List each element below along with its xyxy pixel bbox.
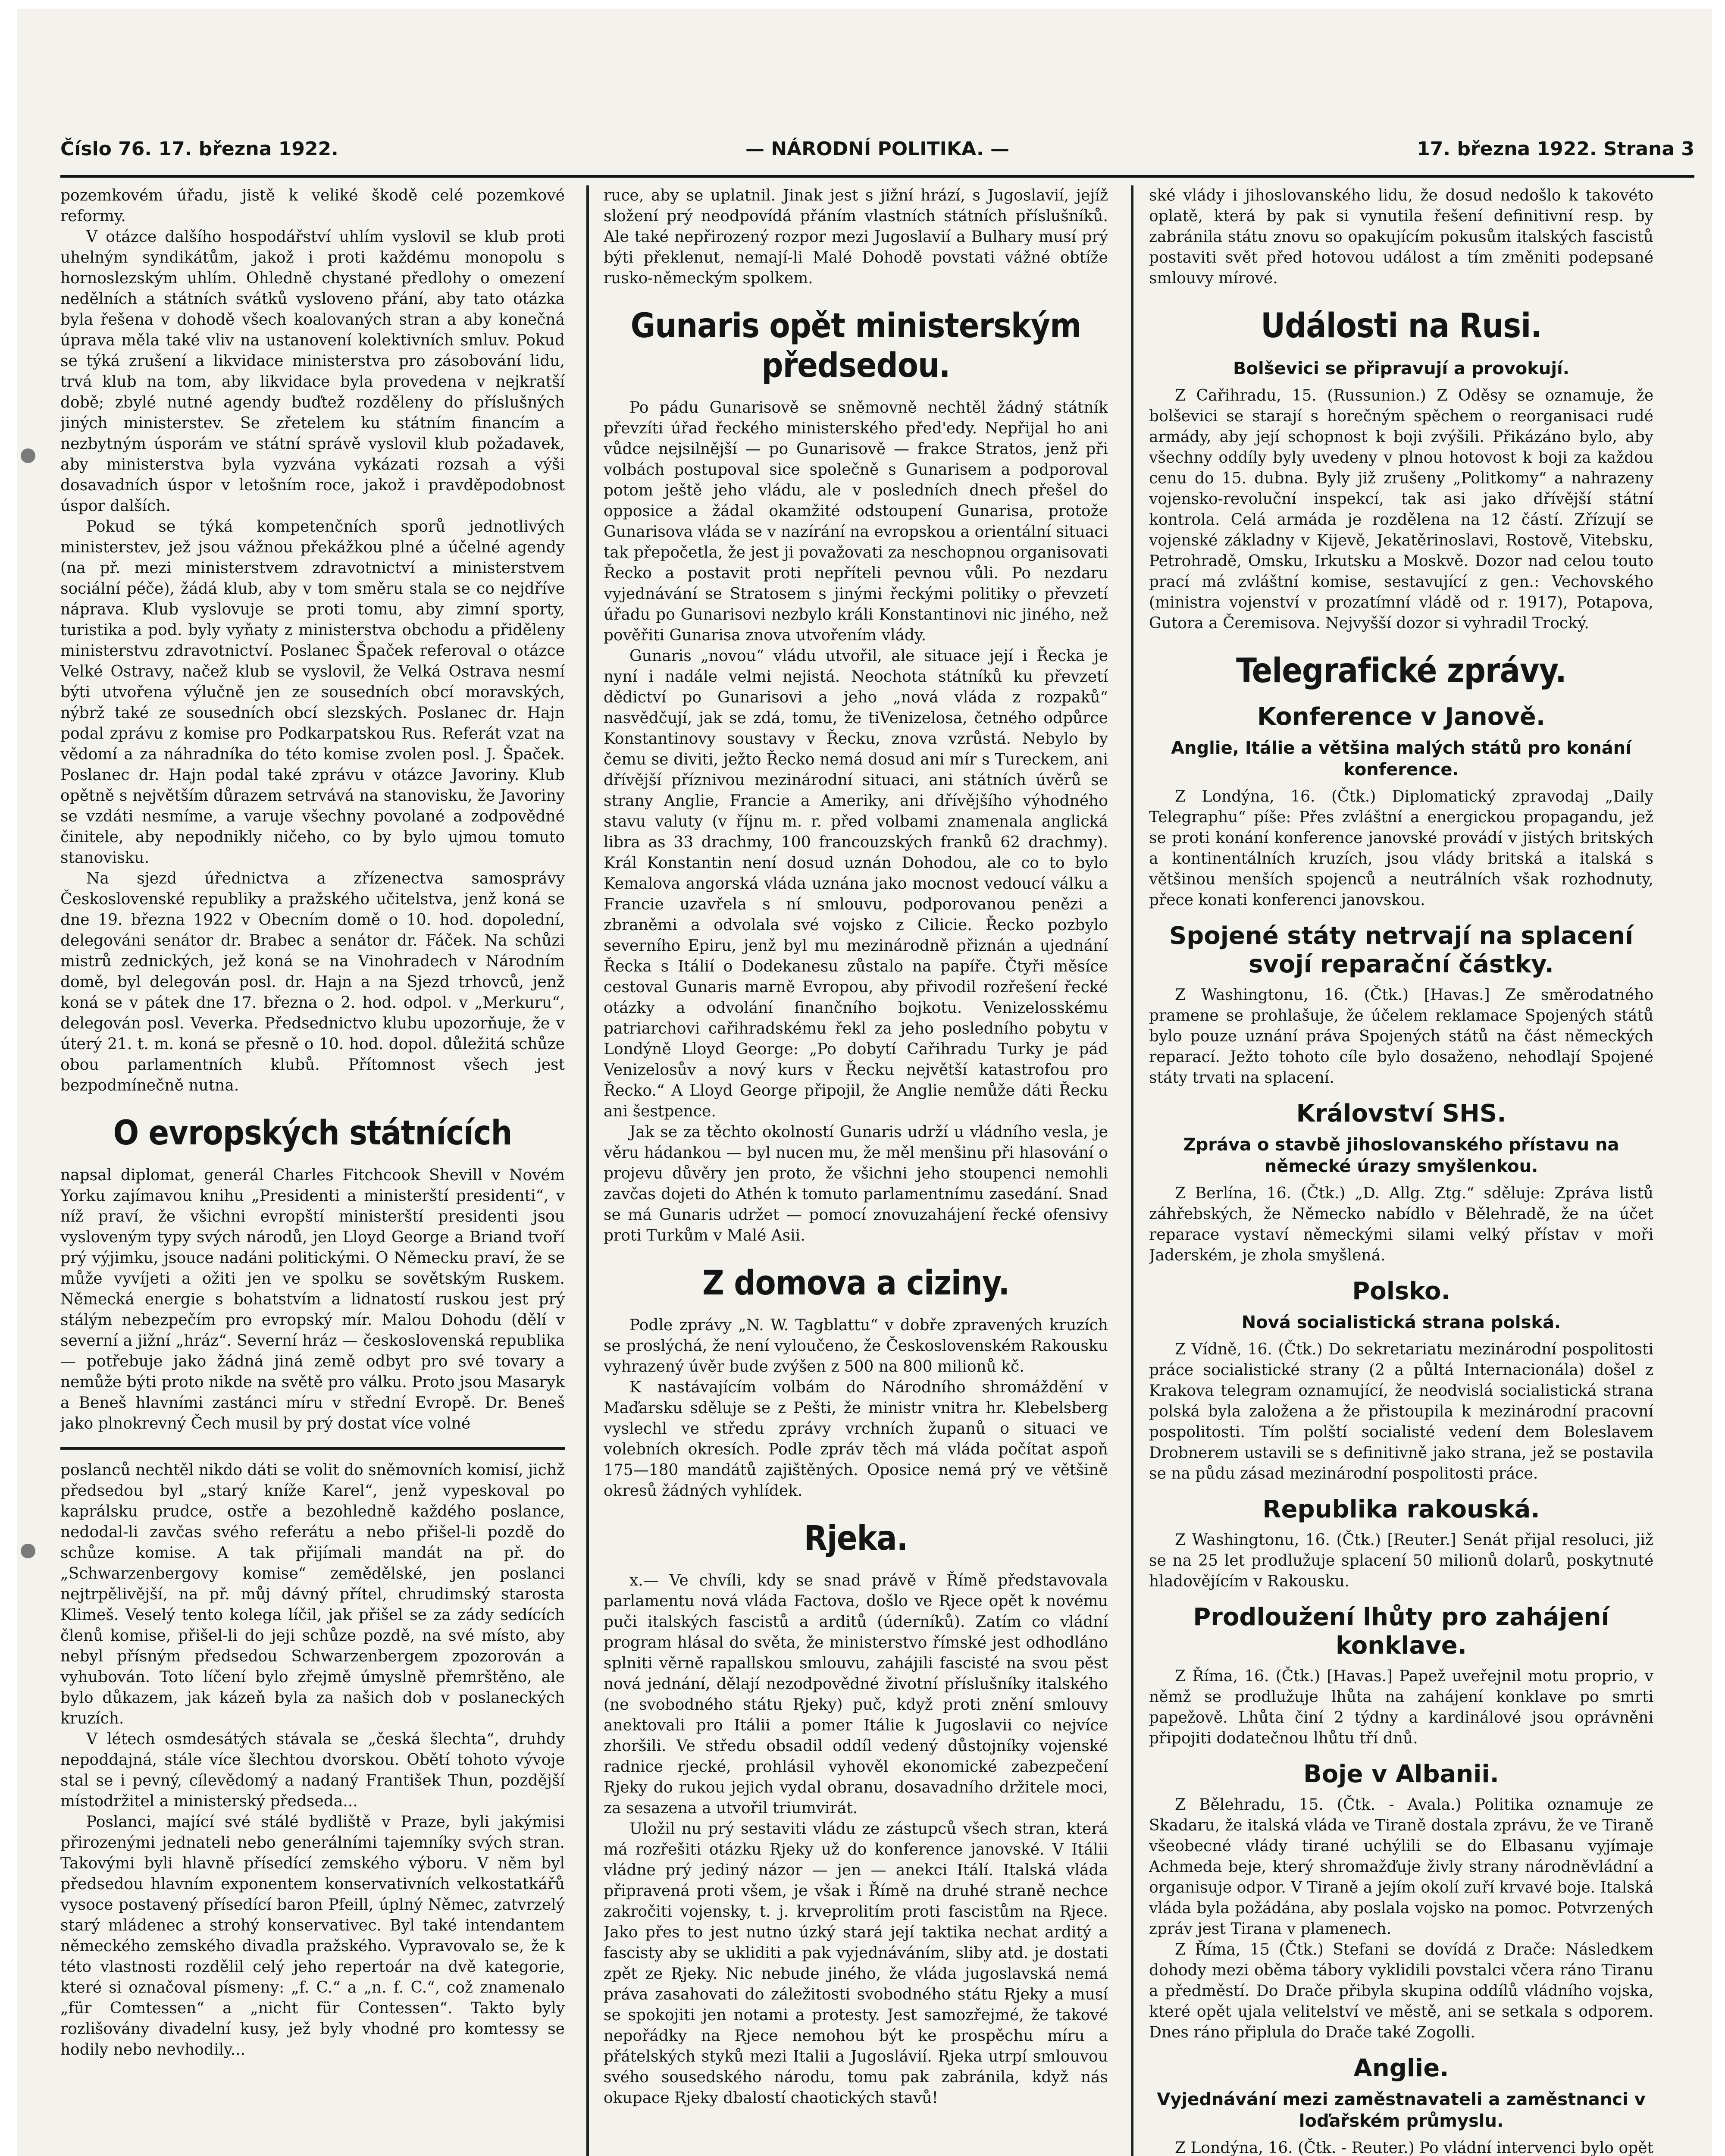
masthead [60,138,1694,168]
column-separator [586,185,589,2156]
article-paragraph: Jak se za těchto okolností Gunaris udrží u vládního vesla, je věru hádankou — byl nucen mu, že měl menšinu při hlasování o projevu důvěry jen proto, že všichni jeho stoupenci nemohli zavčas dojeti do Athén k tomuto parlamentnímu zasedání. Snad se má Gunaris udržet — pomocí znovuzahájení řecké ofensivy proti Turkům v Malé Asii. [604,1123,1108,1244]
article-paragraph: x.— Ve chvíli, kdy se snad právě v Římě představovala parlamentu nová vláda Factova, došlo ve Rjece opět k novému puči italských fascistů a arditů (úderníků). Zatím co vládní program hlásal do světa, že ministerstvo římské jest odhodláno splniti věrně rapallskou smlouvu, zahájili fascisté na svou pěst nová jednání, dělají nezodpovědné životní příslušníky italského (ne svobodného státu Rjeky) puč, když proti znění smlouvy anektovali pro Itálii a pomer Itálie k Jugoslavii co nejvíce zhoršili. Ve středu obsadil oddíl vedený důstojníky vojenské radnice rjecké, prohlásil vyhověl ekonomické zabezpečení Rjeky do rukou jejich vydal obranu, dosavadního držitele moci, za sesazena a utvořil triumvirát. [604,1572,1108,1817]
article-paragraph: Pokud se týká kompetenčních sporů jednotlivých ministerstev, jež jsou vážnou překážkou plné a účelné agendy (na př. mezi ministerstvem zdravotnictví a ministerstvem sociální péče), žádá klub, aby v tom směru stala se co nejdříve náprava. Klub vyslovuje se proti tomu, aby zimní sporty, turistika a pod. byly vyňaty z ministerstva obchodu a přiděleny ministerstvu zdravotnictví. Poslanec Špaček referoval o otázce Velké Ostravy, načež klub se vyslovil, že Velká Ostrava nesmí býti utvořena výlučně jen ze sousedních obcí moravských, nýbrž také ze sousedních obcí slezských. Poslanec dr. Hajn podal zprávu z komise pro Podkarpatskou Rus. Referát vzat na vědomí a za náhradníka do této komise zvolen posl. J. Špaček. Poslanec dr. Hajn podal také zprávu v otázce Javoriny. Klub opětně s největším důrazem setrvává na stanovisku, že Javoriny se vzdáti nesmíme, a varuje všechny povolané a zodpovědné činitele, aby nepodnikly ničeho, co by bylo ujmou tomuto stanovisku. [60,518,565,867]
column-3 [1149,185,1653,2156]
article-paragraph: pozemkovém úřadu, jistě k veliké škodě celé pozemkové reformy. [60,187,565,225]
article-paragraph: K nastávajícím volbám do Národního shromáždění v Maďarsku sděluje se z Pešti, že ministr vnitra hr. Klebelsberg vyslechl ve středu zprávy vrchních županů o situaci ve volebních okresích. Podle zpráv těch má vláda počítat aspoň 175—180 mandátů zajištěných. Oposice nemá prý ve většině okresů žádných vyhlídek. [604,1379,1108,1500]
lead-line: Nová socialistická strana polská. [1241,1313,1561,1332]
article-paragraph: Poslanci, mající své stálé bydliště v Praze, byli jakýmisi přirozenými jednateli nebo generálními tajemníky svých stran. Takovými byli hlavně přísedící zemského výboru. V něm byl předsedou hlavním exponentem konservativních velkostatkářů vysoce postavený přísedící baron Pfeill, úplný Němec, zatvrzelý starý mládenec a strohý konservativec. Byl také intendantem německého zemského divadla pražského. Vypravovalo se, že k této vlastnosti rozdělil celý jeho repertoár na dvě kategorie, které si označoval písmeny: „f. C.“ a „n. f. C.“, což znamenalo „für Comtessen“ a „nicht für Contessen“. Takto byly rozlišovány divadelní kusy, jež byly vhodné pro komtessy se hodily nebo nevhodily... [60,1813,565,2059]
section-divider [60,1447,565,1450]
article-paragraph: Uložil nu prý sestaviti vládu ze zástupců všech stran, která má rozřešiti otázku Rjeky už do konference janovské. V Itálii vládne prý jediný názor — jen — anekci Itálí. Italská vláda připravená proti všem, je však i Římě na druhé straně nechce zakročiti vojensky, t. j. krveprolitím proti fascistům na Rjece. Jako přes to jest nutno úzký stará její taktika nechat arditý a fascisty aby se ukliditi a pak vyjednáváním, sliby atd. je dostati zpět ze Rjeky. Nic nebude jiného, že vláda jugoslavská nemá práva zasahovati do záležitosti svobodného státu Rjeky a musí se spokojiti jen notami a protesty. Jest samozřejmé, že takové nepořádky na Rjece nemohou být ke prospěchu míru a přátelských styků mezi Italii a Jugoslávií. Rjeka utrpí smlouvou svého sousedského národu, tomu pak zabránila, když nás okupace Rjeky dbalostí chaotických stavů! [604,1820,1108,2107]
subheadline: Království SHS. [1296,1100,1506,1128]
page-date-number: 17. března 1922. Strana 3 [1417,138,1694,160]
issue-number-date: Číslo 76. 17. března 1922. [60,138,338,160]
subheadline: Konference v Janově. [1257,703,1545,731]
article-paragraph: Z Říma, 16. (Čtk.) [Havas.] Papež uveřejnil motu proprio, v němž se prodlužuje lhůta na zahájení konklave po smrti papežově. Lhůta činí 2 týdny a kardinálové jsou oprávněni připojiti dodatečnou lhůtu tří dnů. [1149,1667,1653,1747]
subheadline: Republika rakouská. [1262,1495,1540,1523]
headline-telegraphic-news: Telegrafické zprávy. [1236,652,1566,690]
article-paragraph: Z Vídně, 16. (Čtk.) Do sekretariatu mezinárodní pospolitosti práce socialistické strany (2 a půltá Internacionála) došel z Krakova telegram oznamující, že neodvislá socialistická strana polská byla založena a že přistoupila k mezinárodní pracovní pospolitosti. Tím polští socialisté vedení dem Boleslavem Drobnerem ustavili se s definitivně jako strana, jež se postavila se na půdu zásad mezinárodní pospolitosti práce. [1149,1341,1653,1482]
article-paragraph: Z Washingtonu, 16. (Čtk.) [Reuter.] Senát přijal resoluci, již se na 25 let prodlužuje splacení 50 milionů dolarů, poskytnuté hladovějícím v Rakousku. [1149,1531,1653,1590]
article-paragraph: poslanců nechtěl nikdo dáti se volit do sněmovních komisí, jichž předsedou byl „starý kníže Karel“, jenž vypeskoval po kaprálsku prudce, ostře a bezohledně každého poslance, nedodal-li zavčas svého referátu a nebo přišel-li pozdě do schůze komise. A tak přijímali mandát na př. do „Schwarzenbergovy komise“ zemědělské, jen poslanci nejtrpělivější, na př. můj dávný přítel, chrudimský starosta Klimeš. Veselý tento kolega líčil, jak přišel se za zády sedících členů komise, přišel-li do jeji schůze pozdě, na své místo, aby nebyl přísným předsedou Schwarzenbergem zpozorován a vyhubován. Toto líčení bylo zřejmě úmyslně přemrštěno, ale bylo důkazem, jak kázeň byla za našich dob v poslaneckých kruzích. [60,1461,565,1727]
newspaper-page [17,9,1712,2156]
article-paragraph: ské vlády i jihoslovanského lidu, že dosud nedošlo k takovéto oplatě, která by pak si vynutila řešení definitivní resp. by zabránila státu znovu so opakujícím pokusům italských fascistů postaviti svět před hotovou událost a tím změniti podepsané smlouvy mírové. [1149,187,1653,287]
column-1 [60,185,565,2156]
article-paragraph: Z Londýna, 16. (Čtk.) Diplomatický zpravodaj „Daily Telegraphu“ píše: Přes zvláštní a energickou propagandu, jež se proti konání konference janovské provádí v jistých britských a kontinentálních kruzích, jsou vlády britská a italská s většinou menších spojenců a neutrálních však rozhodnuty, přece konati konferenci janovskou. [1149,788,1653,909]
article-paragraph: Z Říma, 15 (Čtk.) Stefani se dovídá z Drače: Následkem dohody mezi oběma tábory vyklidili povstalci včera ráno Tiranu a předměstí. Do Drače přibyla skupina oddílů vládního vojska, které opět ujala velitelství ve městě, ani se setkala s odporem. Dnes ráno připlula do Drače také Zogolli. [1149,1941,1653,2041]
article-paragraph: V létech osmdesátých stávala se „česká šlechta“, druhdy nepoddajná, stále více šlechtou dvorskou. Obětí tohoto vývoje stal se i pevný, cílevědomý a nadaný František Thun, pozdější místodržitel a ministerský předseda... [60,1730,565,1810]
article-paragraph: Z Cařihradu, 15. (Russunion.) Z Oděsy se oznamuje, že bolševici se starají s horečným spěchem o reorganisaci rudé armády, aby její schopnost k boji zvýšili. Přikázáno bylo, aby všechny oddíly byly uvedeny v plnou hotovost k boji za každou cenu do 15. dubna. Byly již zrušeny „Politkomy“ a nahrazeny vojensko-revoluční inspekcí, tak asi jako dřívější státní kontrola. Celá armáda je rozdělena na 12 částí. Zřízují se vojenské základny v Kijevě, Jekatěrinoslavi, Rostově, Vitebsku, Petrohradě, Omsku, Irkutsku a Moskvě. Dozor nad celou touto prací má zvláštní komise, sestavující z gen.: Vechovského (ministra vojenství v prozatímní vládě od r. 1917), Potapova, Gutora a Čeremisova. Nejvyšší dozor si vyhradil Trocký. [1149,387,1653,632]
article-paragraph: V otázce dalšího hospodářství uhlím vyslovil se klub proti uhelným syndikátům, jakož i proti každému monopolu s hornoslezským uhlím. Ohledně chystané předlohy o omezení nedělních a státních svátků vysloveno přání, aby tato otázka byla řešena v dohodě všech koalovaných stran a aby konečná úprava měla také vliv na ustanovení kolektivních smluv. Pokud se týká zrušení a likvidace ministerstva pro zásobování lidu, trvá klub na tom, aby likvidace byla provedena v nejkratší době; zbylé nutné agendy buďtež rozděleny do příslušných jiných ministerstev. Se zřetelem ku státním financím a nezbytným úsporám ve státní správě vyslovil klub požadavek, aby ministerstva byla vyzvána vykázati rozsah a výši dosavadních úspor v letošním roce, jakož i pravděpodobnost úspor dalších. [60,228,565,515]
headline-home-and-abroad: Z domova a ciziny. [702,1264,1010,1303]
article-paragraph: Gunaris „novou“ vládu utvořil, ale situace její i Řecka je nyní i nadále velmi nejistá. Neochota státníků ku převzetí dědictví po Gunarisovi a jeho „nová vláda z rozpaků“ nasvědčují, jak se zdá, tomu, že tiVenizelosa, četného odpůrce Konstantinovy soustavy v Řecku, znova vzrůstá. Nebylo by čemu se diviti, ježto Řecko nemá dosud ani mír s Tureckem, ani dřívější příznivou mezinárodní situaci, ani státních úvěrů se strany Anglie, Francie a Ameriky, ani dřívějšího výhodného stavu valuty (v říjnu m. r. před volbami znamenala anglická libra as 33 drachmy, 100 francouzských franků 62 drachmy). Král Konstantin není dosud uznán Dohodou, ale co to bylo Kemalova angorská vláda uznána jako mocnost vedoucí válku a Francie uzavřela s ní smlouvu, podporovanou penězi a zbraněmi a odvolala své vojsko z Cilicie. Řecko pozbylo severního Epiru, jenž byl mu mezinárodně přiznán a ujednání Řecka s Itálií o Dodekanesu zůstalo na papíře. Čtyři měsíce cestoval Gunaris marně Evropou, aby přivodil rozřešení řecké otázky a odvolání finančního bojkotu. Venizelosskému patriarchovi cařihradskému řekl za jeho posledního pobytu v Londýně Lloyd George: „Po dobytí Cařihradu Turky je pád Venizelosův a nový kurs v Řecku největší katastrofou pro Řecko.“ A Lloyd George připojil, že Anglie nemůže dáti Řecku ani šestpence. [604,647,1108,1120]
lead-line: Zpráva o stavbě jihoslovanského přístavu na německé úrazy smyšlenkou. [1183,1135,1619,1176]
subheadline: Prodloužení lhůty pro zahájení konklave. [1193,1603,1609,1660]
subheadline: Anglie. [1353,2054,1449,2082]
headline-rjeka: Rjeka. [804,1519,908,1558]
headline-events-in-russia: Události na Rusi. [1261,307,1542,345]
newspaper-title: — NÁRODNÍ POLITIKA. — [745,138,1009,160]
article-paragraph: napsal diplomat, generál Charles Fitchcook Shevill v Novém Yorku zajímavou knihu „Presidenti a ministerští presidenti“, v níž praví, že všichni evropští ministerští presidenti jsou vysloveným typy svých národů, jen Lloyd George a Briand tvoří prý výjimku, jsouce nadáni politickými. O Německu praví, že se může vyvíjeti a ožiti jen ve spolku se sovětským Ruskem. Německá energie s bohatstvím a lidnatostí ruskou jest prý stálým nebezpečím pro evropský mír. Malou Dohodu (dělí v severní a jižní „hráz“. Severní hráz — československá republika — potřebuje jako žádná jiná země odbyt pro své tovary a nemůže býti proto nikde na světě pro válku. Proto jsou Masaryk a Beneš hlavními zastánci míru v střední Evropě. Dr. Beneš jako plnokrevný Čech musil by prý dostat více volné [60,1166,565,1432]
punch-hole [21,1544,35,1558]
lead-line: Vyjednávání mezi zaměstnavateli a zaměstnanci v loďařském průmyslu. [1157,2090,1646,2131]
article-paragraph: ruce, aby se uplatnil. Jinak jest s jižní hrází, s Jugoslavií, jejíž složení prý neodpovídá přáním vlastních státních příslušníků. Ale také nepřirozený rozpor mezi Jugoslavií a Bulhary musí prý býti překlenut, nemají-li Malé Dohodě povstati vážné obtíže rusko-německým spolkem. [604,187,1108,287]
article-paragraph: Z Londýna, 16. (Čtk. - Reuter.) Po vládní intervenci bylo opět [1175,2139,1653,2156]
headline-european-statesmen: O evropských státnících [113,1114,512,1153]
article-paragraph: Po pádu Gunarisově se sněmovně nechtěl žádný státník převzíti úřad řeckého ministerského před'edy. Nepřijal ho ani vůdce nejsilnější — po Gunarisově — frakce Stratos, jenž při volbách postupoval sice společně s Gunarisem a podporoval potom ještě jeho vládu, ale v posledních dnech přešel do opposice a žádal okamžité odstoupení Gunarisa, protože Gunarisova vláda se v nazírání na evropskou a orientální situaci tak přepočetla, že jest ji považovati za neschopnou organisovati Řecko a postavit proti nepříteli pevnou vůli. Po nezdaru vyjednávání se Stratosem s jinými řeckými politiky o převzetí úřadu po Gunarisovi nezbylo králi Konstantinovi nic jiného, než pověřiti Gunarisa znova utvořením vlády. [604,399,1108,644]
header-rule [60,175,1694,178]
column-separator [1131,185,1133,2156]
headline-gunaris: Gunaris opět ministerským předsedou. [630,307,1081,385]
article-paragraph: Z Berlína, 16. (Čtk.) „D. Allg. Ztg.“ sděluje: Zpráva listů záhřebských, že Německo nabídlo v Bělehradě, že na účet reparace vystaví německými silami velký přístav v moři Jaderském, je zhola smyšlená. [1149,1185,1653,1264]
article-paragraph: Z Bělehradu, 15. (Čtk. - Avala.) Politika oznamuje ze Skadaru, že italská vláda ve Tiraně dostala zprávu, že ve Tiraně všeobecné vlády tirané uchýlili se do Elbasanu vyjímaje Achmeda beje, který shromažďuje živly strany národněvládní a organisuje odpor. V Tiraně a jejím okolí zuří krvavé boje. Italská vláda byla požádána, aby poslala vojsko na pomoc. Potvrzených zpráv jest Tirana v plamenech. [1149,1796,1653,1938]
subheadline: Bolševici se připravují a provokují. [1233,359,1569,379]
subheadline: Polsko. [1352,1277,1450,1305]
column-2 [604,185,1108,2156]
punch-hole [21,448,35,463]
article-paragraph: Podle zprávy „N. W. Tagblattu“ v dobře zpravených kruzích se proslýchá, že není vyloučeno, že Československém Rakousku vyhrazený úvěr bude zvýšen z 500 na 800 milionů kč. [604,1316,1108,1376]
article-paragraph: Z Washingtonu, 16. (Čtk.) [Havas.] Ze směrodatného pramene se prohlašuje, že účelem reklamace Spojených států bylo pouze uznání práva Spojených států na část německých reparací. Ježto tohoto cíle bylo dosaženo, nehodlají Spojené státy trvati na splacení. [1149,986,1653,1087]
lead-line: Anglie, Itálie a většina malých států pro konání konference. [1171,738,1631,780]
article-paragraph: Na sjezd úřednictva a zřízenectva samosprávy Československé republiky a pražského učitelstva, jenž koná se dne 19. března 1922 v Obecním domě o 10. hod. dopolední, delegováni senátor dr. Brabec a senátor dr. Fáček. Na schůzi mistrů zednických, jež koná se na Vinohradech v Národním domě, byl delegován posl. dr. Hajn a na Sjezd trhovců, jenž koná se v pátek dne 17. března o 2. hod. odpol. v „Merkuru“, delegován posl. Veverka. Předsednictvo klubu upozorňuje, že v úterý 21. t. m. koná se přesně o 10. hod. dopol. důležitá schůze obou parlamentních klubů. Přítomnost všech jest bezpodmínečně nutna. [60,870,565,1094]
subheadline: Spojené státy netrvají na splacení svojí reparační částky. [1169,922,1634,978]
subheadline: Boje v Albanii. [1303,1760,1499,1788]
